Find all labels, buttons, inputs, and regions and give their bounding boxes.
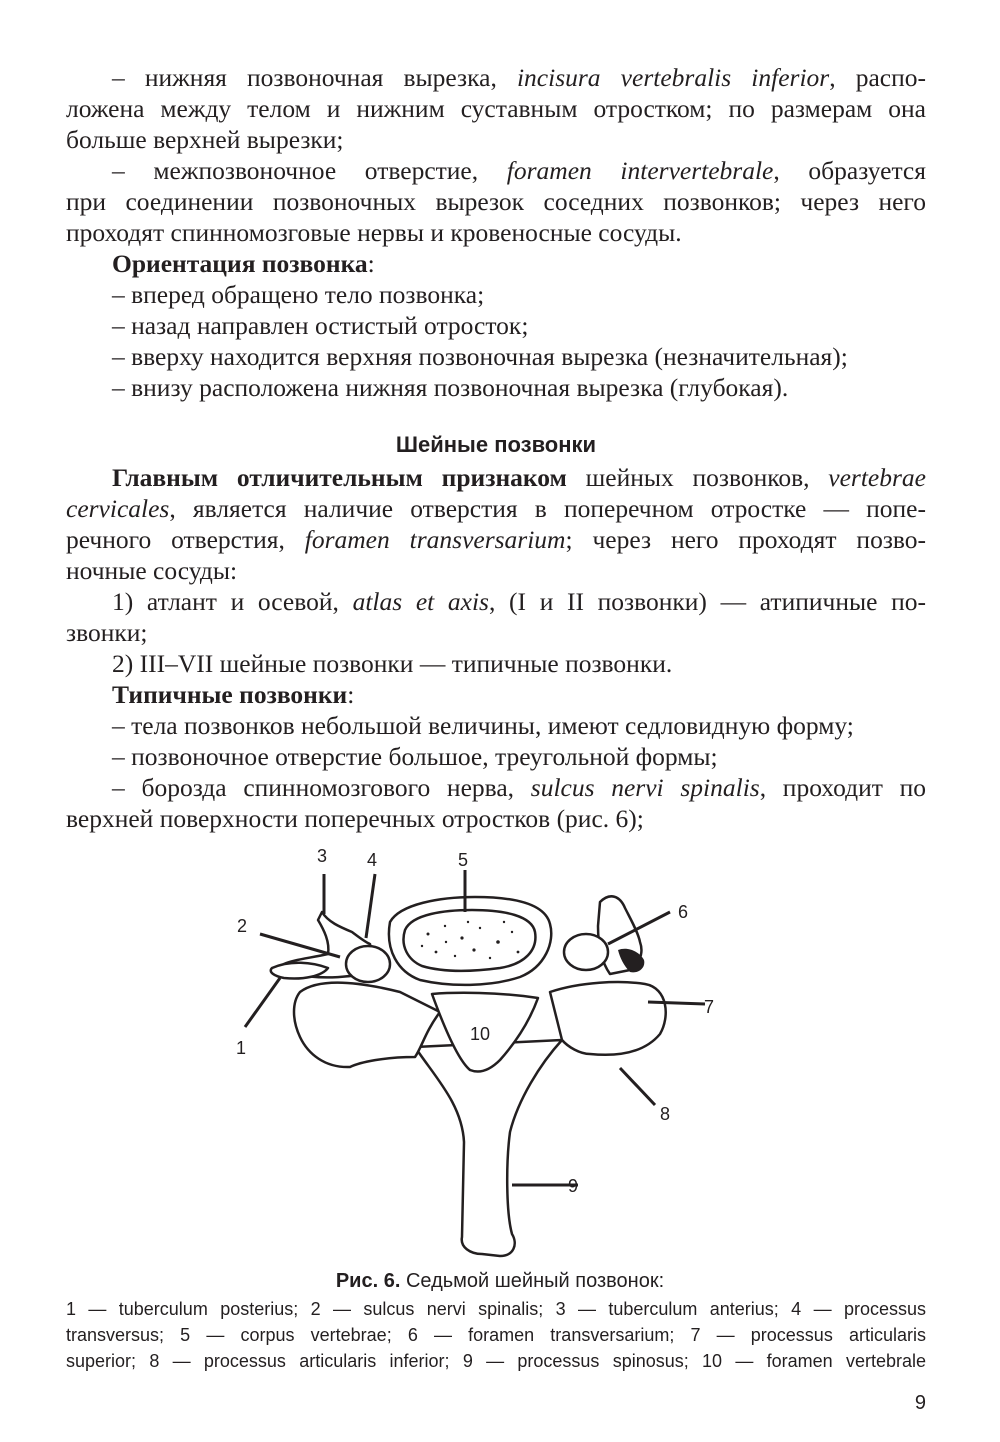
figure-label: 5: [458, 850, 469, 870]
vertebra-figure: [200, 842, 800, 1272]
list-item: – борозда спинномозгового нерва, sulcus nervi spinalis, проходит по: [112, 773, 926, 802]
left-articular-process: [294, 983, 440, 1068]
figure-label: 1: [236, 1038, 247, 1058]
right-articular-process: [550, 982, 666, 1055]
typical-heading: Типичные позвонки:: [112, 680, 355, 709]
figure-legend: transversus; 5 — corpus vertebrae; 6 — foramen transversarium; 7 — processus articularis: [66, 1325, 926, 1345]
list-item: – назад направлен остистый отросток;: [112, 311, 529, 340]
list-item: – позвоночное отверстие большое, треугольной формы;: [112, 742, 718, 771]
text-line: речного отверстия, foramen transversarium; через него проходят позво-: [66, 525, 926, 554]
text-line: ночные сосуды:: [66, 556, 238, 585]
list-item: – тела позвонков небольшой величины, имеют седловидную форму;: [112, 711, 854, 740]
section-title: Шейные позвонки: [395, 432, 597, 457]
figure-label: 6: [678, 902, 689, 922]
figure-label: 9: [568, 1176, 579, 1196]
text-line: 2) III–VII шейные позвонки — типичные позвонки.: [112, 649, 673, 678]
right-transverse-foramen: [564, 934, 608, 970]
text-line: проходят спинномозговые нервы и кровеносные сосуды.: [66, 218, 682, 247]
left-transverse-foramen: [346, 946, 390, 982]
text-line: ложена между телом и нижним суставным отростком; по размерам она: [66, 94, 926, 123]
figure-legend: superior; 8 — processus articularis inferior; 9 — processus spinosus; 10 — foramen vertebrale: [66, 1351, 926, 1371]
page-number: 9: [914, 1392, 926, 1414]
text-line: cervicales, является наличие отверстия в поперечном отростке — попе-: [66, 494, 926, 523]
figure-label: 2: [237, 916, 248, 936]
figure-label: 4: [367, 850, 378, 870]
figure-label: 10: [470, 1024, 491, 1044]
figure-caption: Рис. 6. Седьмой шейный позвонок:: [335, 1270, 665, 1292]
text-line: – межпозвоночное отверстие, foramen intervertebrale, образуется: [112, 156, 926, 185]
list-item: – внизу расположена нижняя позвоночная вырезка (глубокая).: [112, 373, 789, 402]
text-line: Главным отличительным признаком шейных позвонков, vertebrae: [112, 463, 926, 492]
text-line: верхней поверхности поперечных отростков (рис. 6);: [66, 804, 644, 833]
figure-label: 7: [704, 997, 715, 1017]
figure-label: 3: [317, 846, 328, 866]
figure-legend: 1 — tuberculum posterius; 2 — sulcus nervi spinalis; 3 — tuberculum anterius; 4 — processus: [66, 1299, 926, 1319]
list-item: – вперед обращено тело позвонка;: [112, 280, 485, 309]
text-line: больше верхней вырезки;: [66, 125, 344, 154]
spinous-process: [415, 1040, 562, 1256]
orientation-heading: Ориентация позвонка:: [112, 249, 375, 278]
text-line: при соединении позвоночных вырезок соседних позвонков; через него: [66, 187, 926, 216]
list-item: – вверху находится верхняя позвоночная вырезка (незначительная);: [112, 342, 848, 371]
text-line: 1) атлант и осевой, atlas et axis, (I и II позвонки) — атипичные по-: [112, 587, 926, 616]
text-line: – нижняя позвоночная вырезка, incisura vertebralis inferior, распо-: [112, 63, 926, 92]
figure-label: 8: [660, 1104, 671, 1124]
text-line: звонки;: [66, 618, 148, 647]
